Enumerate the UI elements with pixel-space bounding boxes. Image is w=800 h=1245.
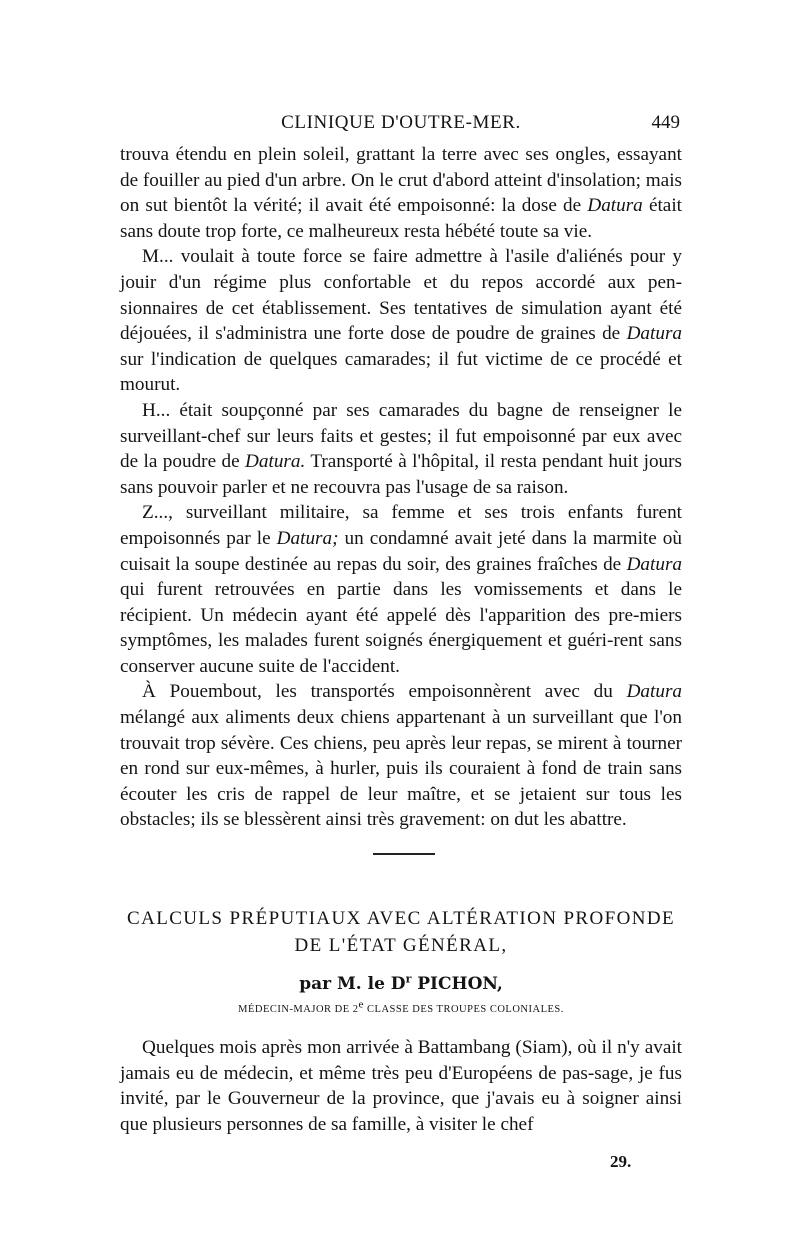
section-divider — [373, 853, 435, 855]
paragraph: Quelques mois après mon arrivée à Battambang (Siam), où il n'y avait jamais eu de médecin, et même très peu d'Européens de pas-sage, je fus invité, par le Gouverneur de la province, que j'avais eu à soigner ainsi que plusieurs personnes de sa famille, à visiter le chef — [120, 1037, 682, 1135]
author-name: PICHON, — [411, 974, 503, 995]
text-run: M... voulait à toute force se faire admettre à l'asile d'aliénés pour y jouir d'un régime plus confortable et du repos accordé aux pen-sionnaires de cet établissement. Ses tentatives de simulation ayant été déjouées, il s'administra une forte dose de poudre de graines de — [120, 246, 682, 345]
italic-term: Datura. — [245, 451, 306, 473]
text-run: sur l'indication de quelques camarades; il fut victime de ce procédé et mourut. — [120, 348, 682, 396]
page-header — [120, 112, 682, 142]
article-title-line: DE L'ÉTAT GÉNÉRAL, — [294, 935, 508, 957]
author-byline — [120, 974, 682, 994]
byline-superscript: r — [405, 972, 412, 986]
text-run: À Pouembout, les transportés empoisonnèrent avec du — [142, 681, 627, 703]
signature-mark: 29. — [610, 1152, 632, 1171]
affiliation-text: CLASSE DES TROUPES COLONIALES. — [363, 1004, 564, 1016]
paragraph — [120, 500, 682, 679]
article-body — [120, 1035, 682, 1137]
paragraph — [120, 398, 682, 500]
text-run: Transporté à l'hôpital, il resta pendant huit jours sans pouvoir parler et ne recouvra pas l'usage de sa raison. — [120, 451, 682, 498]
italic-term: Datura; — [276, 527, 339, 549]
italic-term: Datura — [626, 681, 682, 703]
affiliation-text: MÉDECIN-MAJOR DE 2 — [238, 1004, 359, 1016]
author-affiliation — [120, 998, 682, 1016]
text-run: un condamné avait jeté dans la marmite où cuisait la soupe destinée au repas du soir, des graines fraîches de — [120, 527, 682, 575]
page-number: 449 — [651, 112, 680, 133]
article-title — [120, 905, 682, 959]
affiliation-superscript: e — [358, 998, 364, 1011]
text-run: était sans doute trop forte, ce malheureux resta hébété toute sa vie. — [120, 195, 682, 242]
paragraph — [120, 244, 682, 398]
body-text — [120, 142, 682, 833]
italic-term: Datura — [587, 195, 643, 217]
text-run: trouva étendu en plein soleil, grattant la terre avec ses ongles, essayant de fouiller au pied d'un arbre. On le crut d'abord atteint d'insolation; mais on sut bientôt la vérité; il avait été empoisonné: la dose de — [120, 144, 682, 217]
text-run: qui furent retrouvées en partie dans les vomissements et dans le récipient. Un médecin ayant été appelé dès l'apparition des pre-miers symptômes, les malades furent soignés énergiquement et guéri-rent sans conserver aucune suite de l'accident. — [120, 579, 682, 677]
running-title: CLINIQUE D'OUTRE-MER. — [281, 112, 521, 133]
text-run: Z..., surveillant militaire, sa femme et ses trois enfants furent empoisonnés par le — [120, 502, 682, 549]
paragraph — [120, 679, 682, 833]
page — [120, 112, 682, 1137]
italic-term: Datura — [626, 323, 682, 345]
text-run: mélangé aux aliments deux chiens appartenant à un surveillant que l'on trouvait trop sévère. Ces chiens, peu après leur repas, se mirent à tourner en rond sur eux-mêmes, à hurler, puis ils couraient à fond de train sans écouter les cris de rappel de leur maître, et se jetaient sur tous les obstacles; ils se blessèrent ainsi très gravement: on dut les abattre. — [120, 707, 682, 831]
paragraph — [120, 142, 682, 244]
text-run: H... était soupçonné par ses camarades du bagne de renseigner le surveillant-chef sur leurs faits et gestes; il fut empoisonné par eux avec de la poudre de — [120, 399, 682, 473]
byline-text: par M. le D — [299, 974, 406, 995]
italic-term: Datura — [626, 553, 682, 575]
article-title-line: CALCULS PRÉPUTIAUX AVEC ALTÉRATION PROFONDE — [127, 908, 675, 930]
